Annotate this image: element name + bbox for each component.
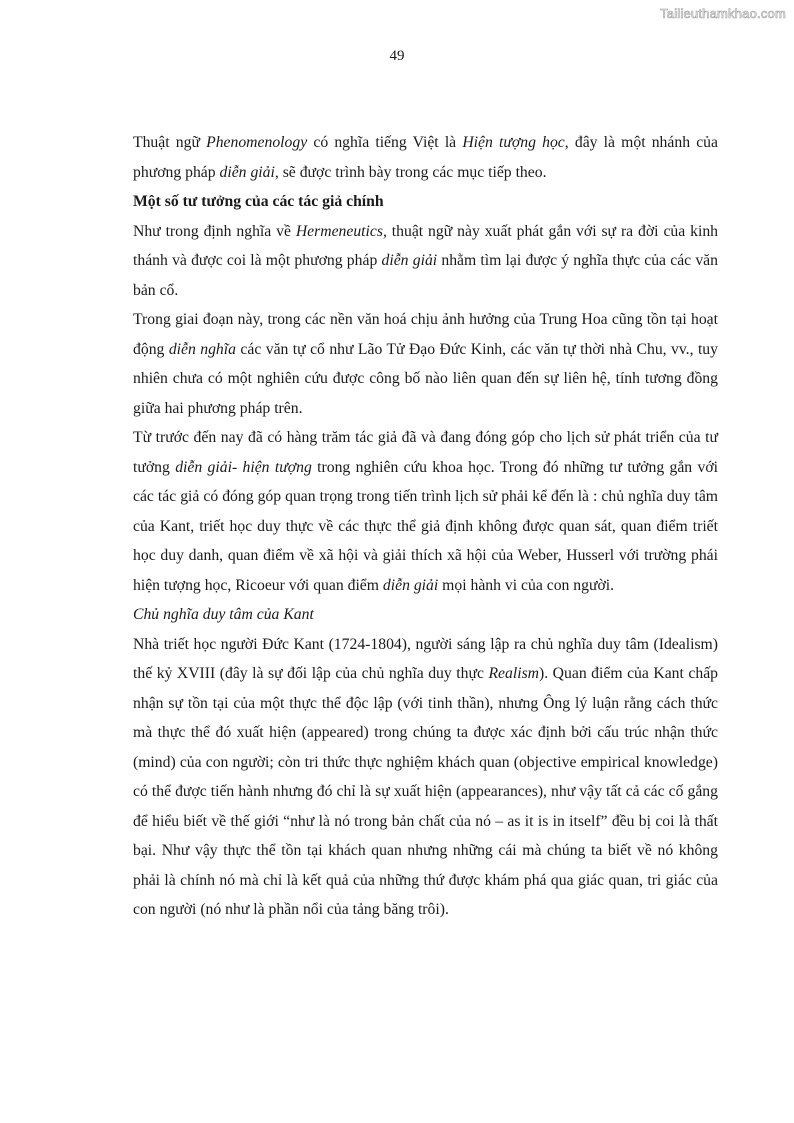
page-number: 49 bbox=[389, 48, 405, 64]
p4-term-dien-giai-hien-tuong: diễn giải- hiện tượng bbox=[175, 458, 312, 476]
p4-text-2: trong nghiên cứu khoa học. Trong đó những tư tưởng gắn với các tác giả có đóng góp quan trọng trong tiến trình lịch sử phải kể đến là : chủ nghĩa duy tâm của Kant, triết học duy thực về các thực thể giả định không được quan sát, quan điểm triết học duy danh, quan điểm về xã hội và giải thích xã hội của Weber, Husserl với trường phái hiện tượng học, Ricoeur với quan điểm bbox=[133, 458, 718, 594]
p3-text-1: Trong giai đoạn này, trong các nền văn hoá chịu ảnh hưởng của Trung Hoa cũng tồn tại hoạt động bbox=[133, 311, 718, 358]
watermark-text: Tailieuthamkhao.com bbox=[660, 6, 786, 21]
p5-term-realism: Realism bbox=[488, 665, 540, 682]
p2-text-2: thuật ngữ này xuất phát gắn với sự ra đời của kinh thánh và được coi là một phương pháp bbox=[133, 222, 719, 269]
p1-term-dien-giai: diễn giải bbox=[219, 163, 275, 181]
p1-text-3: , đây là một nhánh của phương pháp bbox=[133, 134, 718, 181]
p5-text-1: Nhà triết học người Đức Kant (1724-1804), người sáng lập ra chủ nghĩa duy tâm (Idealism) thế kỷ XVIII (đây là sự đối lập của chủ nghĩa duy thực bbox=[133, 635, 718, 682]
paragraph-phenomenology bbox=[133, 128, 718, 187]
p4-term-dien-giai: diễn giải bbox=[382, 576, 439, 594]
p1-term-phenomenology: Phenomenology bbox=[206, 134, 308, 151]
p4-text-1: Từ trước đến nay đã có hàng trăm tác giả đã và đang đóng góp cho lịch sử phát triển của tư tưởng bbox=[133, 429, 718, 476]
p3-term-dien-nghia: diễn nghĩa bbox=[168, 340, 236, 358]
paragraph-hermeneutics bbox=[133, 217, 718, 306]
paragraph-authors bbox=[133, 423, 718, 600]
p4-text-3: mọi hành vi của con người. bbox=[438, 576, 615, 594]
document-body bbox=[133, 128, 718, 925]
paragraph-trung-hoa bbox=[133, 305, 718, 423]
p5-text-2: ). Quan điểm của Kant chấp nhận sự tồn tại của một thực thể độc lập (với tinh thần), nhưng Ông lý luận rằng cách thức mà thực thể đó xuất hiện (appeared) trong chúng ta được xác định bởi cấu trúc nhận thức (mind) của con người; còn tri thức thực nghiệm khách quan (objective empirical knowledge) có thể được tiến hành nhưng đó chỉ là sự xuất hiện (appearances), như vậy tất cả các cố gắng để hiểu biết về thế giới “như là nó trong bản chất của nó – as it is in itself” đều bị coi là thất bại. Như vậy thực thể tồn tại khách quan nhưng những cái mà chúng ta biết về nó không phải là chính nó mà chỉ là kết quả của những thứ được khám phá qua giác quan, tri giác của con người (nó như là phần nổi của tảng băng trôi). bbox=[133, 665, 718, 918]
p1-term-hien-tuong-hoc: Hiện tượng học bbox=[462, 134, 565, 151]
p1-text-2: có nghĩa tiếng Việt là bbox=[307, 134, 463, 151]
section-heading: Một số tư tưởng của các tác giả chính bbox=[133, 193, 384, 210]
p2-term-hermeneutics: Hermeneutics, bbox=[295, 222, 387, 240]
p1-text-1: Thuật ngữ bbox=[133, 134, 207, 151]
paragraph-kant bbox=[133, 630, 718, 925]
p3-text-2: các văn tự cổ như Lão Tử Đạo Đức Kinh, các văn tự thời nhà Chu, vv., tuy nhiên chưa có một nghiên cứu được công bố nào liên quan đến sự liên hệ, tính tương đồng giữa hai phương pháp trên. bbox=[133, 340, 718, 417]
p2-term-dien-giai: diễn giải bbox=[381, 252, 438, 269]
p1-text-4: , sẽ được trình bày trong các mục tiếp theo. bbox=[274, 163, 547, 181]
subsection-heading: Chủ nghĩa duy tâm của Kant bbox=[133, 606, 314, 623]
p2-text-1: Như trong định nghĩa về bbox=[133, 222, 296, 240]
p2-text-3: nhằm tìm lại được ý nghĩa thực của các văn bản cổ. bbox=[133, 252, 718, 299]
